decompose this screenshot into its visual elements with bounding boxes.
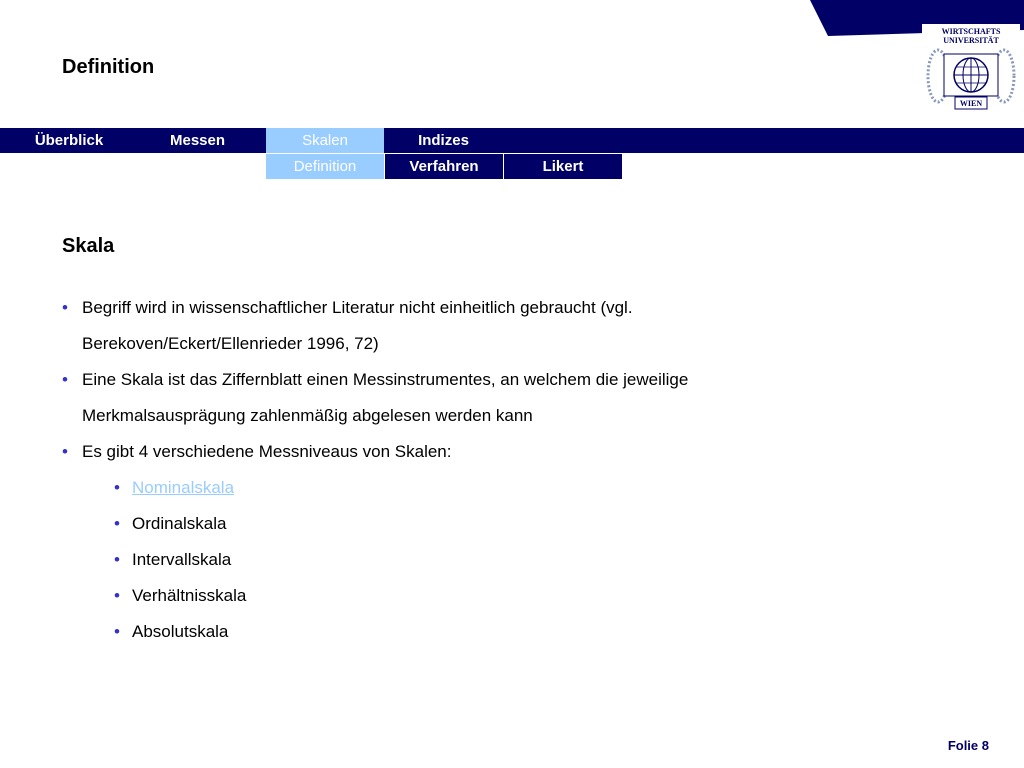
nav-tab-skalen[interactable]: Skalen [266,128,384,153]
nav-tab-ueberblick[interactable]: Überblick [0,128,138,153]
primary-nav [0,128,1024,153]
bullet-item [62,434,962,470]
sub-bullet-item [62,470,962,506]
subnav-tab-verfahren[interactable]: Verfahren [384,154,503,179]
logo-text-top-1: WIRTSCHAFTS [941,27,1001,36]
sub-bullet-item [62,614,962,650]
bullet-dot-icon: • [114,514,120,533]
secondary-nav-spacer [0,154,265,179]
bullet-item [62,362,962,398]
sub-bullet-item [62,578,962,614]
bullet-item [62,290,962,326]
bullet-text: Es gibt 4 verschiedene Messniveaus von Skalen: [82,442,452,461]
header-corner-band [0,0,1024,40]
logo-text-top-2: UNIVERSITÄT [943,36,999,45]
bullet-text: Absolutskala [132,622,229,641]
bullet-text: Merkmalsausprägung zahlenmäßig abgelesen werden kann [82,406,533,425]
bullet-dot-icon: • [114,586,120,605]
bullet-text: Berekoven/Eckert/Ellenrieder 1996, 72) [82,334,379,353]
bullet-list [62,290,962,650]
logo-text-bottom: WIEN [959,99,983,108]
bullet-continuation [62,326,962,362]
nominalskala-link[interactable]: Nominalskala [132,478,235,497]
subnav-tab-definition[interactable]: Definition [265,154,384,179]
bullet-text: Ordinalskala [132,514,227,533]
slide-number: Folie 8 [947,738,989,753]
nav-tab-indizes[interactable]: Indizes [384,128,503,153]
sub-bullet-item [62,542,962,578]
bullet-dot-icon: • [62,442,68,461]
nav-tab-messen[interactable]: Messen [138,128,257,153]
bullet-dot-icon: • [114,478,120,497]
bullet-text: Intervallskala [132,550,232,569]
subnav-tab-likert[interactable]: Likert [503,154,622,179]
bullet-dot-icon: • [114,550,120,569]
wu-wien-globe-seal-icon [922,24,1020,120]
bullet-dot-icon: • [62,298,68,317]
bullet-dot-icon: • [62,370,68,389]
bullet-continuation [62,398,962,434]
section-title: Skala [62,235,115,257]
bullet-text: Eine Skala ist das Ziffernblatt einen Messinstrumentes, an welchem die jeweilige [82,370,689,389]
secondary-nav [0,154,1024,179]
bullet-dot-icon: • [114,622,120,641]
sub-bullet-item [62,506,962,542]
page-title: Definition [62,56,155,78]
bullet-text: Verhältnisskala [132,586,247,605]
bullet-text: Begriff wird in wissenschaftlicher Literatur nicht einheitlich gebraucht (vgl. [82,298,633,317]
